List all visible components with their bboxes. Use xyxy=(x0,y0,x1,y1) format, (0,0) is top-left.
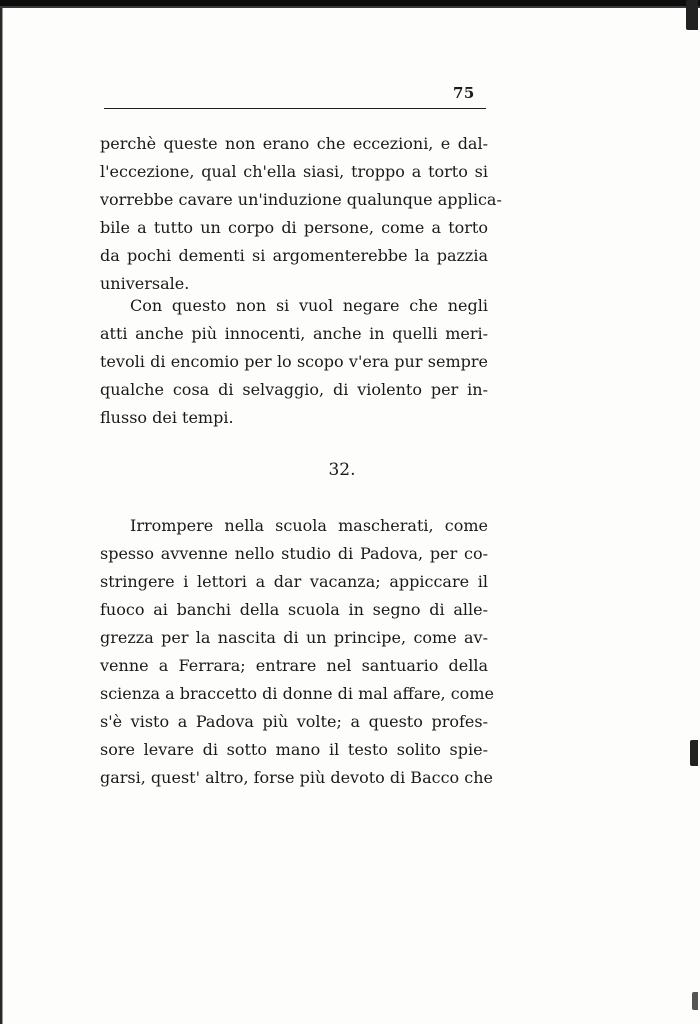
scan-edge-mark xyxy=(692,992,698,1010)
text-line: venne a Ferrara; entrare nel santuario della xyxy=(100,656,488,675)
text-line: spesso avvenne nello studio di Padova, per co- xyxy=(100,544,488,563)
text-line: tevoli di encomio per lo scopo v'era pur sempre xyxy=(100,352,488,371)
scan-top-edge xyxy=(0,0,700,12)
text-line: grezza per la nascita di un principe, come av- xyxy=(100,628,488,647)
text-line: sore levare di sotto mano il testo solito spie- xyxy=(100,740,488,759)
paragraph-3 xyxy=(100,512,494,792)
text-line: qualche cosa di selvaggio, di violento per in- xyxy=(100,380,488,399)
text-line: stringere i lettori a dar vacanza; appiccare il xyxy=(100,572,488,591)
text-line: vorrebbe cavare un'induzione qualunque applica- xyxy=(100,190,502,209)
section-heading xyxy=(0,460,700,480)
scan-edge-mark xyxy=(686,0,698,30)
text-line: da pochi dementi si argomenterebbe la pazzia xyxy=(100,246,488,265)
text-line: garsi, quest' altro, forse più devoto di Bacco che xyxy=(100,768,493,787)
text-line: universale. xyxy=(100,274,190,293)
text-line: fuoco ai banchi della scuola in segno di alle- xyxy=(100,600,488,619)
scan-left-edge xyxy=(0,8,6,1024)
text-line: bile a tutto un corpo di persone, come a torto xyxy=(100,218,488,237)
header-rule xyxy=(104,108,486,109)
scan-right-edge xyxy=(686,0,700,1024)
section-number: 32. xyxy=(328,460,356,480)
text-line: Irrompere nella scuola mascherati, come xyxy=(130,516,488,535)
text-line: perchè queste non erano che eccezioni, e dal- xyxy=(100,134,488,153)
text-line: atti anche più innocenti, anche in quelli meri- xyxy=(100,324,488,343)
text-line: l'eccezione, qual ch'ella siasi, troppo a torto si xyxy=(100,162,488,181)
page-number: 75 xyxy=(453,84,475,102)
text-line: flusso dei tempi. xyxy=(100,408,234,427)
text-line: Con questo non si vuol negare che negli xyxy=(130,296,488,315)
text-line: s'è visto a Padova più volte; a questo profes- xyxy=(100,712,488,731)
scan-edge-mark xyxy=(690,740,698,766)
paragraph-2 xyxy=(100,292,488,432)
paragraph-1 xyxy=(100,130,502,298)
text-line: scienza a braccetto di donne di mal affare, come xyxy=(100,684,494,703)
